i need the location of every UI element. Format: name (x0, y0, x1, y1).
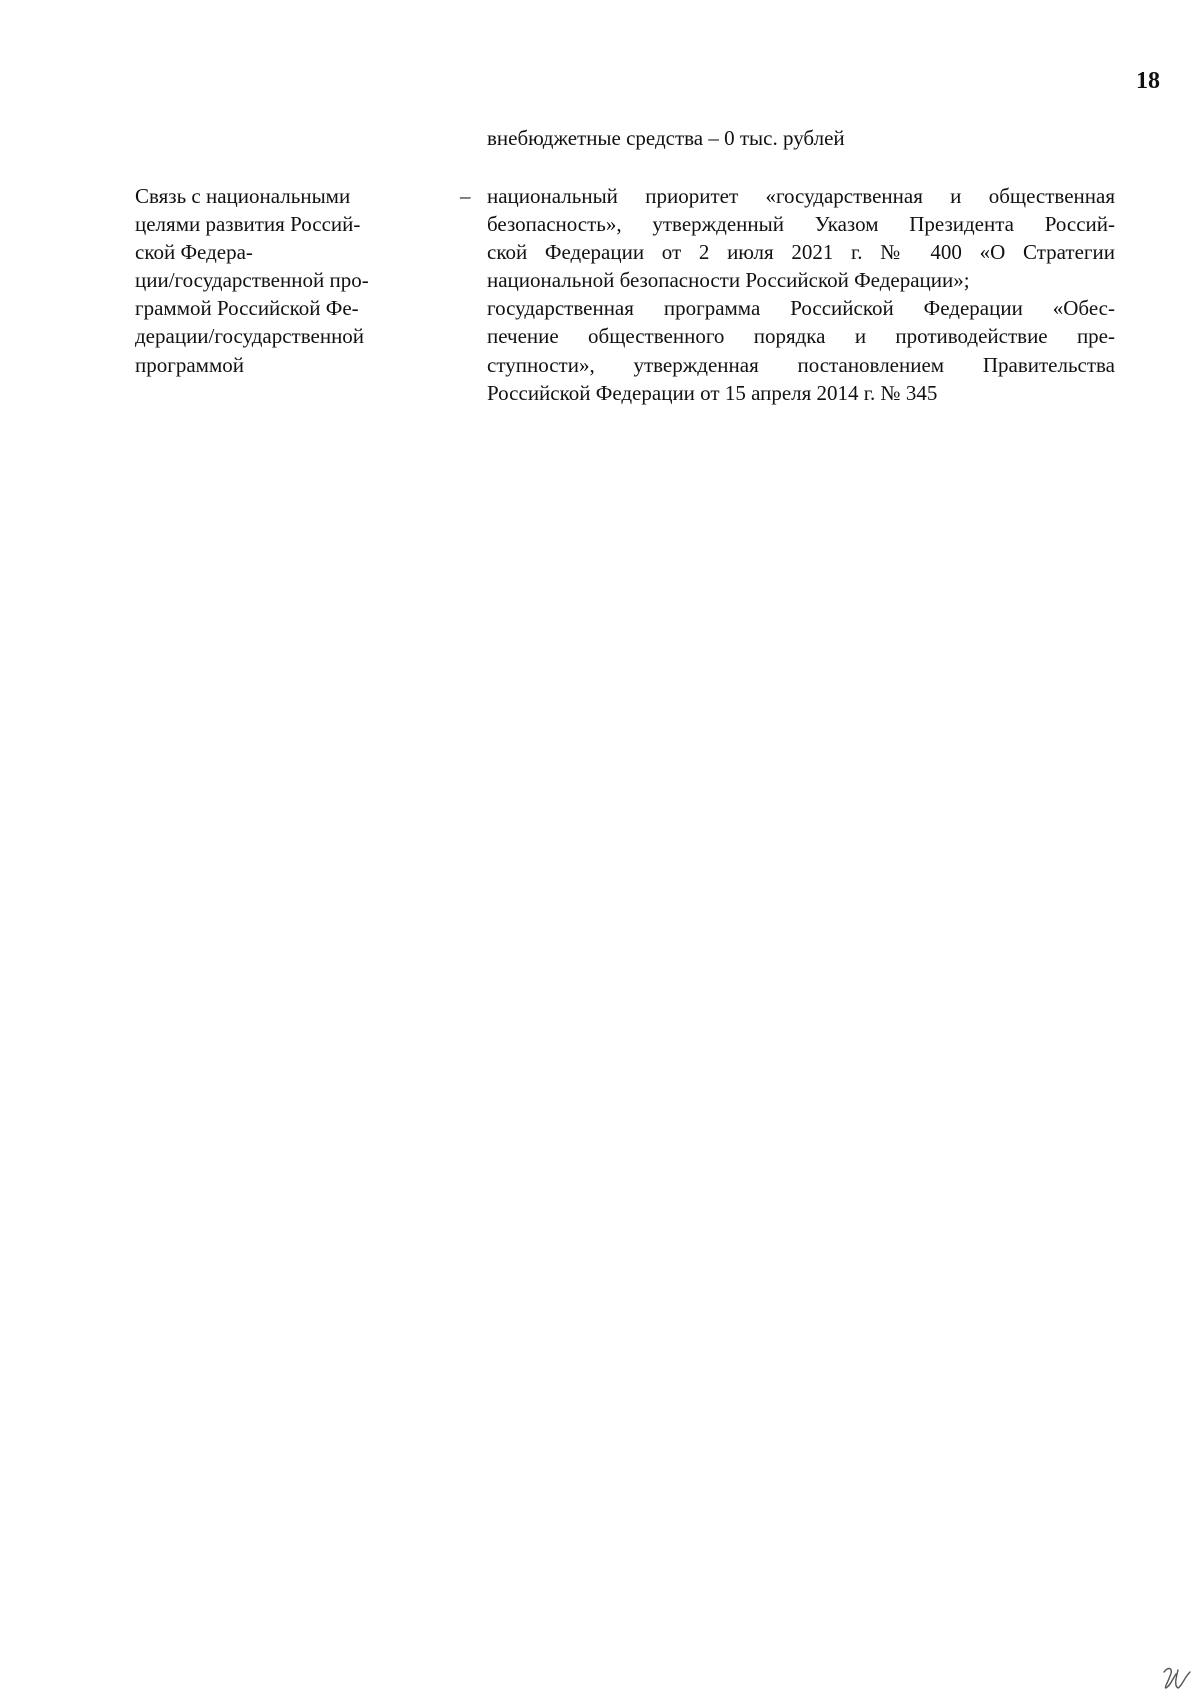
row-label-line: граммой Российской Фе- (135, 296, 359, 321)
row-value-line: государственная программа Российской Федерации «Обес- (487, 296, 1115, 321)
row-label-line: целями развития Россий- (135, 212, 361, 237)
row-dash: – (460, 184, 471, 208)
row-value-line: ступности», утвержденная постановлением Правительства (487, 352, 1115, 377)
row-value-line: национальный приоритет «государственная и общественная (487, 184, 1115, 208)
row-label-line: Связь с национальными (135, 184, 351, 208)
handwritten-mark (1160, 1664, 1194, 1692)
row-value-line: печение общественного порядка и противодействие пре- (487, 324, 1115, 349)
funding-line: внебюджетные средства – 0 тыс. рублей (487, 126, 845, 150)
row-label-line: ской Федера- (135, 240, 253, 265)
row-value-line: ской Федерации от 2 июля 2021 г. № 400 «О Стратегии (487, 240, 1115, 265)
page-number: 18 (1136, 68, 1160, 94)
row-label-line: дерации/государственной (135, 324, 365, 349)
row-value-line: безопасность», утвержденный Указом Президента Россий- (487, 212, 1115, 237)
row-value-line: национальной безопасности Российской Федерации»; (487, 268, 970, 293)
row-value-line: Российской Федерации от 15 апреля 2014 г. № 345 (487, 380, 938, 405)
row-label-line: ции/государственной про- (135, 268, 369, 293)
row-label (135, 182, 425, 379)
row-value (487, 182, 1115, 407)
row-label-line: программой (135, 352, 244, 377)
